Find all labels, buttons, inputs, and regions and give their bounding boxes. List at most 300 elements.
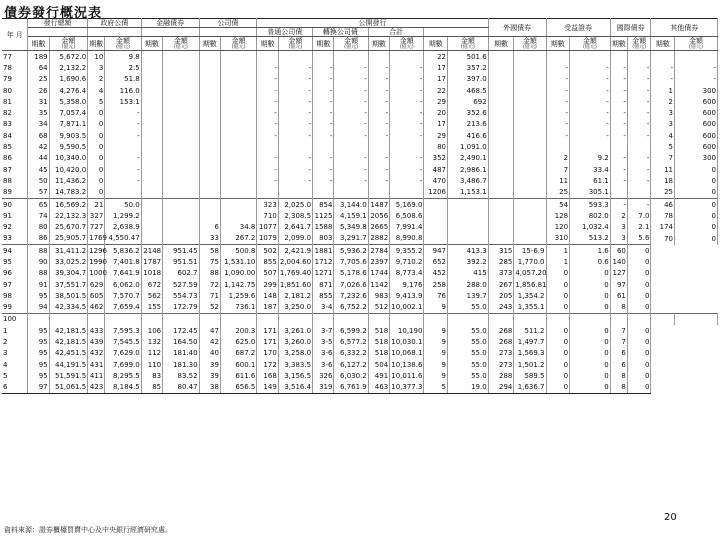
table-cell: 947 (424, 245, 448, 257)
table-cell: 562 (141, 290, 162, 301)
table-cell: 7 (610, 336, 627, 347)
row-period: 77 (2, 51, 28, 63)
table-cell: 0 (546, 290, 570, 301)
col-finance: 金融債券 (141, 19, 199, 28)
table-cell: 1,531.10 (220, 256, 256, 267)
table-cell: 10,420.0 (49, 164, 88, 175)
table-cell: - (313, 62, 334, 73)
table-cell: 88 (199, 268, 220, 279)
table-cell: 68 (28, 130, 49, 141)
table-cell: - (368, 85, 389, 96)
table-cell: 602.7 (163, 268, 199, 279)
table-cell: 0 (570, 290, 611, 301)
table-cell: 42,451.5 (49, 348, 88, 359)
table-cell: 95 (28, 348, 49, 359)
table-cell (163, 313, 199, 325)
table-cell: 170 (257, 348, 278, 359)
table-cell: 373 (488, 268, 514, 279)
table-cell (447, 313, 488, 325)
table-cell: 1296 (88, 245, 105, 257)
table-cell: 855 (313, 290, 334, 301)
table-cell: 7,570.7 (105, 290, 141, 301)
table-cell: 288 (488, 370, 514, 381)
table-cell: 76 (424, 290, 448, 301)
table-cell: - (570, 96, 611, 107)
table-cell: - (610, 85, 627, 96)
table-cell: 22 (424, 51, 448, 63)
col-amount: 金額 (億元) (49, 37, 88, 51)
table-cell: 75 (199, 256, 220, 267)
table-cell (28, 313, 49, 325)
table-cell: 25,905.7 (49, 233, 88, 245)
table-cell: 2,308.5 (278, 210, 312, 221)
table-cell: 1588 (313, 221, 334, 232)
table-cell: 91 (28, 279, 49, 290)
table-cell (488, 153, 514, 164)
table-cell (610, 187, 627, 199)
table-cell: 0 (570, 336, 611, 347)
table-cell: 42,334.5 (49, 302, 88, 314)
table-cell: 70 (651, 233, 675, 245)
table-cell: 462 (88, 302, 105, 314)
table-row (2, 187, 718, 199)
table-cell: 57 (28, 187, 49, 199)
table-cell: 433 (88, 325, 105, 336)
table-cell: 0 (627, 245, 651, 257)
table-cell: - (546, 130, 570, 141)
table-cell: 9 (424, 359, 448, 370)
table-cell: 38,501.5 (49, 290, 88, 301)
table-cell: 267.2 (220, 233, 256, 245)
table-cell (141, 164, 162, 175)
table-cell: - (313, 153, 334, 164)
table-cell (220, 187, 256, 199)
table-cell: 687.2 (220, 348, 256, 359)
table-cell (313, 313, 334, 325)
table-cell: 0 (627, 268, 651, 279)
table-cell: 1,091.0 (447, 141, 488, 152)
table-cell: 25 (651, 187, 675, 199)
table-cell: 9 (424, 370, 448, 381)
table-cell: 0 (675, 198, 718, 210)
table-cell: - (390, 62, 424, 73)
table-cell: 0 (546, 359, 570, 370)
table-cell: - (313, 96, 334, 107)
table-cell (49, 313, 88, 325)
table-cell: 672 (141, 279, 162, 290)
table-cell (488, 313, 514, 325)
row-period: 84 (2, 130, 28, 141)
table-cell (675, 313, 718, 325)
col-amount: 金額 (億元) (334, 37, 368, 51)
table-cell: - (546, 74, 570, 85)
table-cell: 1,142.75 (220, 279, 256, 290)
table-cell: 0 (627, 290, 651, 301)
table-cell: 9.2 (570, 153, 611, 164)
table-cell: 0 (627, 348, 651, 359)
table-cell: 3,250.0 (278, 302, 312, 314)
table-cell: 9,710.2 (390, 256, 424, 267)
row-period: 89 (2, 187, 28, 199)
table-cell: - (257, 74, 278, 85)
table-cell: 2056 (368, 210, 389, 221)
table-cell: - (627, 130, 651, 141)
table-cell (514, 51, 546, 63)
table-cell: - (651, 62, 675, 73)
table-cell: - (627, 107, 651, 118)
table-cell: 0 (627, 382, 651, 394)
table-cell: - (278, 74, 312, 85)
table-cell: 1,497.7 (514, 336, 546, 347)
table-cell (199, 85, 220, 96)
table-cell: 116.0 (105, 85, 141, 96)
table-cell (610, 141, 627, 152)
table-cell: 273 (488, 359, 514, 370)
table-cell: 1769 (88, 233, 105, 245)
table-cell: 7,629.0 (105, 348, 141, 359)
table-cell (199, 96, 220, 107)
table-row (2, 233, 718, 245)
row-period: 94 (2, 245, 28, 257)
table-cell: 1881 (313, 245, 334, 257)
table-cell (610, 51, 627, 63)
table-cell (163, 153, 199, 164)
table-cell: 2882 (368, 233, 389, 245)
table-cell: - (313, 74, 334, 85)
table-cell: - (278, 107, 312, 118)
table-cell: 0 (88, 130, 105, 141)
table-cell: 2,490.1 (447, 153, 488, 164)
table-cell: - (390, 85, 424, 96)
table-cell: 1.6 (570, 245, 611, 257)
table-cell: - (675, 74, 718, 85)
table-cell: 6,508.6 (390, 210, 424, 221)
table-cell (163, 164, 199, 175)
table-cell: 10,138.6 (391, 360, 423, 369)
table-cell: 1,769.40 (279, 269, 312, 278)
row-period: 100 (2, 313, 28, 325)
table-cell: - (278, 119, 312, 130)
table-cell: - (105, 130, 141, 141)
row-period: 79 (2, 74, 28, 85)
table-cell (199, 107, 220, 118)
table-cell: - (334, 62, 368, 73)
table-cell (163, 62, 199, 73)
table-cell: 0 (88, 187, 105, 199)
table-cell: 0 (546, 336, 570, 347)
table-cell (199, 74, 220, 85)
table-cell: - (390, 74, 424, 85)
table-cell: 315 (488, 245, 514, 257)
table-cell: 9,590.5 (49, 141, 88, 152)
table-cell (278, 187, 312, 199)
col-count: 期數 (257, 37, 278, 51)
table-cell: 2 (651, 96, 675, 107)
table-cell (514, 175, 546, 186)
table-cell: 15-6.9 (514, 245, 546, 257)
table-cell: - (105, 153, 141, 164)
table-cell: 0 (546, 382, 570, 394)
table-cell (220, 51, 256, 63)
row-period: 82 (2, 107, 28, 118)
table-cell: 4 (88, 85, 105, 96)
table-cell (163, 210, 199, 221)
col-amount: 金額 (億元) (447, 37, 488, 51)
table-cell: 189 (28, 51, 49, 63)
table-cell: 0 (546, 370, 570, 381)
table-cell: - (546, 62, 570, 73)
table-cell (447, 198, 488, 210)
col-count: 期數 (88, 37, 105, 51)
table-cell: 3,144.0 (334, 198, 368, 210)
table-cell: - (334, 85, 368, 96)
table-cell: 132 (141, 336, 162, 347)
table-cell (424, 313, 448, 325)
table-cell: 6 (610, 348, 627, 359)
table-cell (447, 221, 488, 232)
table-cell: 51.8 (105, 74, 141, 85)
table-cell: 656.5 (220, 382, 256, 394)
col-total: 發行總額 (28, 19, 88, 28)
table-cell: - (610, 153, 627, 164)
table-cell: 0 (88, 119, 105, 130)
table-cell: 392.2 (447, 256, 488, 267)
table-cell: - (278, 175, 312, 186)
table-cell: 5,178.6 (334, 268, 368, 279)
table-cell (514, 119, 546, 130)
col-corp-public: 公開發行 (257, 19, 488, 28)
table-cell: 42,181.5 (49, 336, 88, 347)
table-cell: 2 (546, 153, 570, 164)
table-cell (570, 141, 611, 152)
table-cell (546, 313, 570, 325)
table-cell: 7,057.4 (49, 107, 88, 118)
table-cell: 38 (199, 382, 220, 394)
table-cell: - (390, 107, 424, 118)
table-cell: 6,332.2 (334, 348, 368, 359)
table-cell: 710 (257, 210, 278, 221)
row-period: 2 (2, 336, 28, 347)
table-cell (141, 96, 162, 107)
table-cell (334, 51, 368, 63)
col-count: 期數 (546, 37, 570, 51)
table-cell: 951.45 (163, 245, 199, 257)
table-cell: 1,851.60 (279, 280, 312, 289)
row-period: 88 (2, 175, 28, 186)
table-cell: 127 (610, 268, 627, 279)
col-count: 期數 (368, 37, 389, 51)
table-cell: 0 (570, 302, 611, 314)
col-corp-convertible: 轉換公司債 (313, 28, 369, 37)
table-cell: 153.1 (105, 96, 141, 107)
table-row (2, 164, 718, 175)
table-cell: 439 (88, 336, 105, 347)
table-cell: - (368, 107, 389, 118)
table-cell: 1,032.4 (570, 221, 611, 232)
table-cell: 8,184.5 (105, 382, 141, 394)
table-cell: 2,421.9 (278, 245, 312, 257)
table-cell: 267 (488, 279, 514, 290)
table-cell (488, 74, 514, 85)
table-cell (424, 233, 448, 245)
table-cell (141, 141, 162, 152)
table-cell: 0 (570, 268, 611, 279)
table-cell: 5,349.8 (334, 221, 368, 232)
table-cell: 1,259.6 (220, 290, 256, 301)
table-cell: 9,903.5 (49, 130, 88, 141)
table-cell: 17 (424, 119, 448, 130)
table-cell: 0 (88, 141, 105, 152)
col-amount: 金額 (億元) (278, 37, 312, 51)
table-cell: 95 (28, 370, 49, 381)
table-cell: 7,545.5 (105, 336, 141, 347)
table-cell: 20 (424, 107, 448, 118)
table-cell: 1,501.2 (514, 359, 546, 370)
table-cell: 174 (651, 221, 675, 232)
row-period: 93 (2, 233, 28, 245)
table-cell: 0 (675, 175, 718, 186)
table-cell: 10,030.1 (391, 338, 423, 347)
table-cell: - (257, 107, 278, 118)
table-cell (105, 313, 141, 325)
table-cell (368, 141, 389, 152)
table-row (2, 96, 718, 107)
table-cell (141, 85, 162, 96)
table-row (2, 153, 718, 164)
table-cell: 8 (610, 382, 627, 394)
table-cell (141, 153, 162, 164)
row-period: 87 (2, 164, 28, 175)
table-cell (334, 313, 368, 325)
table-cell (105, 141, 141, 152)
table-cell: 10,011.6 (391, 371, 423, 380)
table-row (2, 119, 718, 130)
table-cell: 9 (424, 302, 448, 314)
table-cell: 288.0 (447, 279, 488, 290)
table-cell (163, 187, 199, 199)
col-amount: 金額 (億元) (675, 37, 718, 51)
table-cell (141, 130, 162, 141)
table-cell: 502 (257, 245, 278, 257)
table-cell: 504 (368, 359, 389, 370)
table-cell: 1,856.81 (515, 280, 547, 289)
table-cell: 74 (28, 210, 49, 221)
table-cell: 10,340.0 (49, 153, 88, 164)
table-cell: 600.1 (220, 359, 256, 370)
table-cell (199, 119, 220, 130)
row-period: 86 (2, 153, 28, 164)
table-cell: 7 (651, 153, 675, 164)
table-cell: 31,411.2 (49, 245, 88, 257)
table-row (2, 210, 718, 221)
table-cell: - (105, 107, 141, 118)
table-cell (257, 51, 278, 63)
table-cell: 6,030.2 (334, 370, 368, 381)
table-cell (88, 313, 105, 325)
table-cell: 7,026.6 (334, 279, 368, 290)
table-cell: 501.6 (447, 51, 488, 63)
table-row (2, 348, 718, 359)
table-cell: 3,261.0 (278, 325, 312, 336)
col-intl: 國際債券 (610, 19, 651, 37)
table-cell: 171 (257, 325, 278, 336)
table-cell: 2,004.60 (279, 257, 312, 266)
table-cell (220, 74, 256, 85)
row-period: 1 (2, 325, 28, 336)
table-cell: - (368, 74, 389, 85)
table-cell: 854 (313, 198, 334, 210)
table-cell: - (610, 119, 627, 130)
table-cell (334, 187, 368, 199)
table-cell: 40 (199, 348, 220, 359)
table-cell (278, 141, 312, 152)
table-cell (488, 51, 514, 63)
table-cell: 1018 (141, 268, 162, 279)
table-cell: 554.73 (163, 290, 199, 301)
footnote: 資料來源：證券櫃檯買賣中心及中央銀行經濟研究處。 (4, 526, 172, 534)
table-row (2, 85, 718, 96)
table-cell: 1 (546, 245, 570, 257)
table-cell (163, 175, 199, 186)
table-cell (163, 233, 199, 245)
table-cell (488, 187, 514, 199)
table-cell: 5,672.0 (49, 51, 88, 63)
col-count: 期數 (488, 37, 514, 51)
table-cell (390, 313, 424, 325)
table-cell: 273 (488, 348, 514, 359)
row-period: 85 (2, 141, 28, 152)
table-cell: 2,025.0 (278, 198, 312, 210)
table-cell: 205 (488, 290, 514, 301)
table-cell (163, 107, 199, 118)
table-cell: - (627, 175, 651, 186)
table-cell: 600 (675, 107, 718, 118)
page-title: 債券發行概況表 (4, 6, 103, 21)
table-cell (199, 164, 220, 175)
table-cell (141, 198, 162, 210)
table-cell: 300 (675, 153, 718, 164)
table-cell: 3,383.5 (278, 359, 312, 370)
table-cell (141, 210, 162, 221)
table-cell: 3,486.7 (447, 175, 488, 186)
table-cell: 593.3 (570, 198, 611, 210)
table-cell (199, 210, 220, 221)
row-period: 98 (2, 290, 28, 301)
table-cell: 0 (570, 325, 611, 336)
col-count: 期數 (651, 37, 675, 51)
table-cell: 0 (627, 370, 651, 381)
table-cell: 6 (199, 221, 220, 232)
table-cell (675, 51, 718, 63)
table-cell (163, 74, 199, 85)
table-cell: 600 (675, 96, 718, 107)
table-cell (651, 313, 675, 325)
table-cell: 95 (28, 336, 49, 347)
table-cell (514, 187, 546, 199)
table-cell: - (610, 107, 627, 118)
table-cell: 11 (546, 175, 570, 186)
table-cell: 26 (28, 85, 49, 96)
row-period: 6 (2, 382, 28, 394)
table-cell: 35 (28, 107, 49, 118)
table-cell: 0 (570, 382, 611, 394)
table-cell: 2784 (368, 245, 389, 257)
table-cell (488, 164, 514, 175)
table-cell: 3,291.7 (334, 233, 368, 245)
table-cell: 7,871.1 (49, 119, 88, 130)
col-foreign: 外國債券 (488, 19, 546, 37)
table-cell: 629 (88, 279, 105, 290)
